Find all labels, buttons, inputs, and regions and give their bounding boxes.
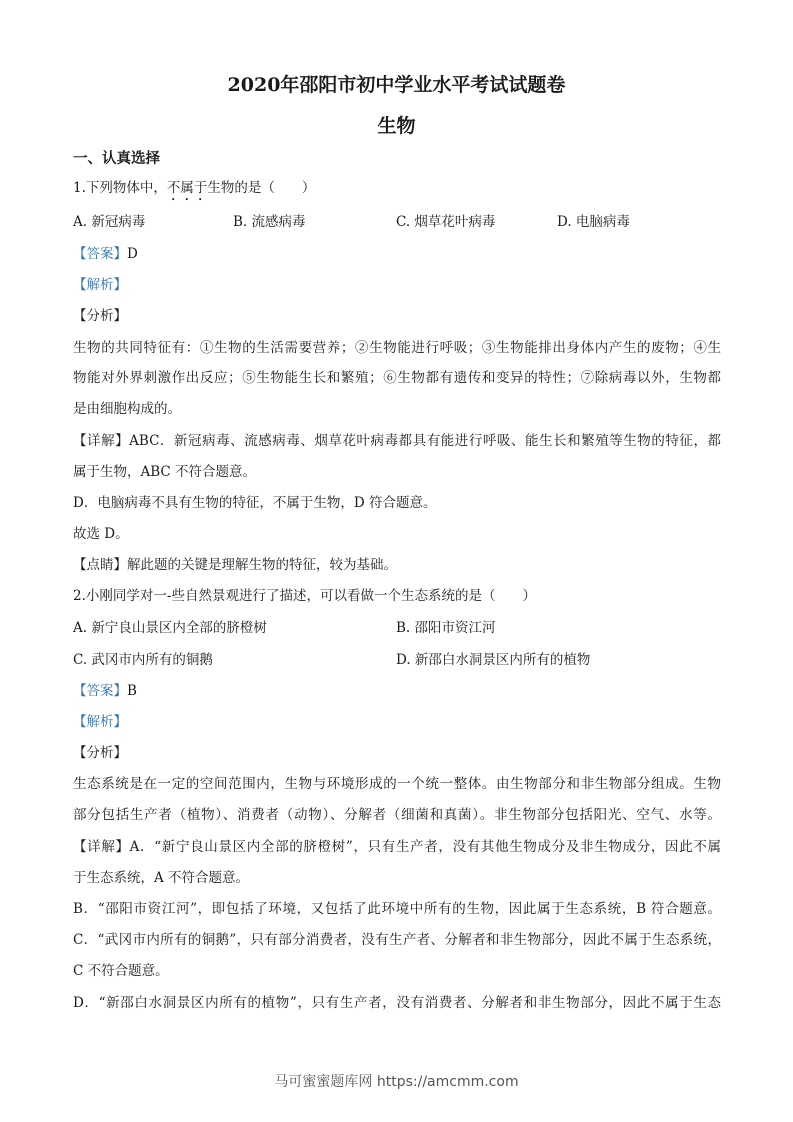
q1-analysis-label: 【解析】: [73, 277, 127, 293]
q1-stem: [73, 179, 315, 204]
q2-option-a: A. 新宁良山景区内全部的脐橙树: [73, 620, 267, 636]
q1-comment: [73, 556, 397, 574]
q2-answer: [73, 682, 137, 700]
section-heading: 一、认真选择: [73, 150, 160, 167]
q1-option-a: A. 新冠病毒: [73, 214, 146, 230]
q1-stem-c: 生物的是（ ）: [207, 180, 316, 196]
q2-detail-line-1: [73, 838, 721, 856]
comment-label: 【点睛】: [73, 557, 127, 573]
q2-answer-value: B: [127, 683, 137, 699]
detail-label: 【详解】: [73, 839, 130, 855]
q1-comment-text: 解此题的关键是理解生物的特征，较为基础。: [127, 557, 397, 573]
q2-fenxi-line-2: 部分包括生产者（植物）、消费者（动物）、分解者（细菌和真菌）。非生物部分包括阳光、空气、水等。: [73, 807, 721, 823]
q2-fenxi-line-1: 生态系统是在一定的空间范围内，生物与环境形成的一个统一整体。由生物部分和非生物部分组成。生物: [73, 776, 721, 792]
q1-fenxi-line-3: 是由细胞构成的。: [73, 401, 181, 417]
q1-detail-line-3: D．电脑病毒不具有生物的特征，不属于生物，D 符合题意。: [73, 495, 437, 511]
q1-option-b: B. 流感病毒: [233, 214, 306, 230]
answer-label: 【答案】: [73, 246, 127, 262]
q2-stem: 2.小刚同学对一-些自然景观进行了描述，可以看做一个生态系统的是（ ）: [73, 588, 536, 604]
q2-option-c: C. 武冈市内所有的铜鹅: [73, 652, 213, 668]
q2-option-d: D. 新邵白水洞景区内所有的植物: [396, 652, 591, 668]
q1-detail-text-1: ABC．新冠病毒、流感病毒、烟草花叶病毒都具有能进行呼吸、能生长和繁殖等生物的特征，都: [129, 433, 721, 449]
q1-fenxi-line-2: 物能对外界刺激作出反应；⑤生物能生长和繁殖；⑥生物都有遗传和变异的特性；⑦除病毒以外，生物都: [73, 370, 721, 386]
q1-stem-a: 1.下列物体中，: [73, 180, 167, 196]
answer-label: 【答案】: [73, 683, 127, 699]
q1-answer: [73, 245, 138, 263]
q2-detail-line-2: 于生态系统，A 不符合题意。: [73, 870, 250, 886]
q1-detail-line-2: 属于生物，ABC 不符合题意。: [73, 464, 257, 480]
q1-option-d: D. 电脑病毒: [557, 214, 630, 230]
q2-detail-line-3: B．“邵阳市资江河”，即包括了环境，又包括了此环境中所有的生物，因此属于生态系统，B 符合题意。: [73, 901, 721, 917]
q2-option-b: B. 邵阳市资江河: [396, 620, 496, 636]
q1-fenxi-line-1: 生物的共同特征有：①生物的生活需要营养；②生物能进行呼吸；③生物能排出身体内产生的废物；④生: [73, 340, 721, 356]
q2-detail-line-6: D．“新邵白水洞景区内所有的植物”，只有生产者，没有消费者、分解者和非生物部分，因此不属于生态: [73, 995, 721, 1011]
exam-title: 2020年邵阳市初中学业水平考试试题卷: [227, 74, 566, 96]
q2-detail-text-1: A．“新宁良山景区内全部的脐橙树”，只有生产者，没有其他生物成分及非生物成分，因此不属: [129, 839, 721, 855]
q2-detail-line-5: C 不符合题意。: [73, 963, 169, 979]
q1-detail-line-4: 故选 D。: [73, 526, 129, 542]
q1-stem-emphasis: 不属于: [166, 180, 208, 196]
page-footer: 马可蜜蜜题库网 https://amcmm.com: [274, 1074, 519, 1090]
detail-label: 【详解】: [73, 433, 130, 449]
q2-analysis-label: 【解析】: [73, 714, 127, 730]
q1-answer-value: D: [127, 246, 138, 262]
q1-option-c: C. 烟草花叶病毒: [396, 214, 496, 230]
q1-fenxi-label: 【分析】: [73, 308, 127, 324]
q2-detail-line-4: C．“武冈市内所有的铜鹅”，只有部分消费者，没有生产者、分解者和非生物部分，因此不属于生态系统，: [73, 932, 721, 948]
q1-detail-line-1: [73, 432, 721, 450]
q2-fenxi-label: 【分析】: [73, 745, 127, 761]
subject-title: 生物: [377, 115, 416, 137]
